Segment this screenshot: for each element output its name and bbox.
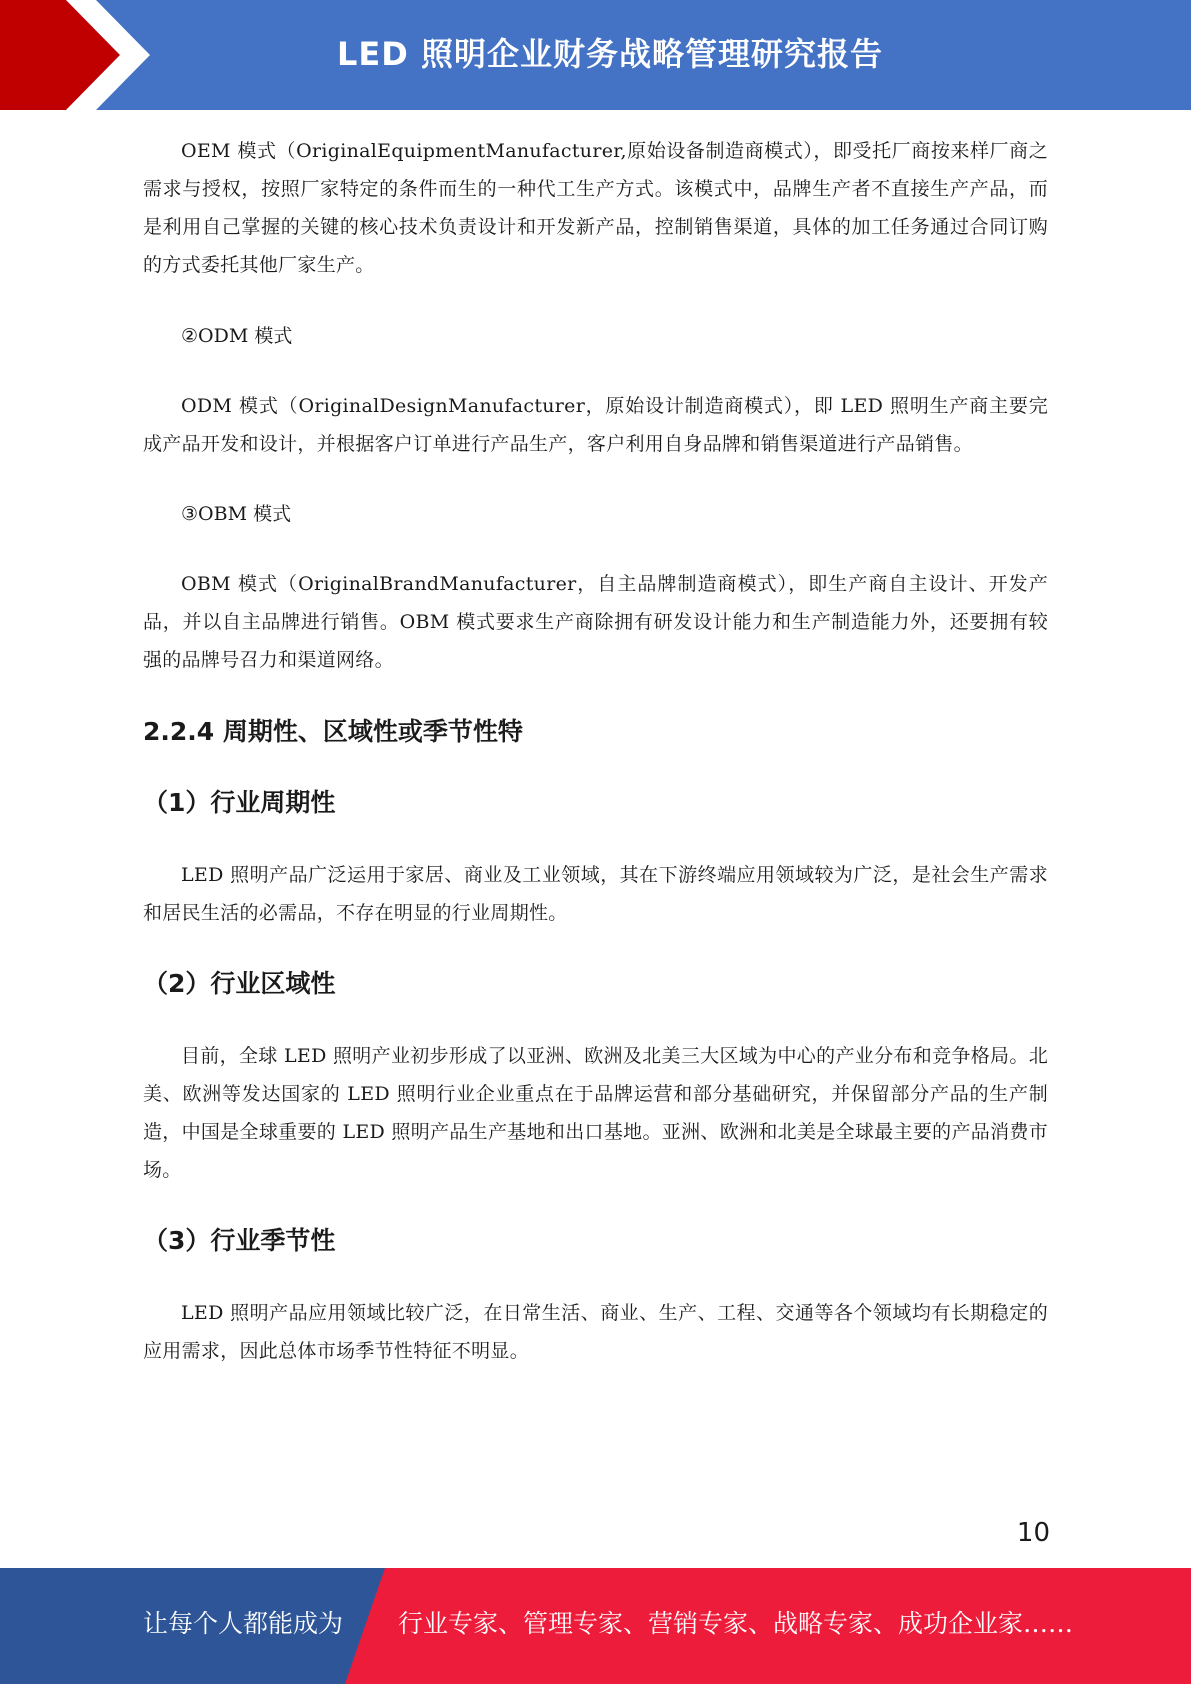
paragraph-seasonality: LED 照明产品应用领域比较广泛，在日常生活、商业、生产、工程、交通等各个领域均有长期稳定的应用需求，因此总体市场季节性特征不明显。 <box>143 1302 1048 1362</box>
header-banner <box>0 0 1191 110</box>
page-number: 10 <box>1016 1518 1050 1548</box>
footer-banner <box>0 1568 1191 1684</box>
heading-cyclicality: （1）行业周期性 <box>143 788 336 817</box>
document-title: LED 照明企业财务战略管理研究报告 <box>337 35 883 73</box>
subheading-odm: ②ODM 模式 <box>181 325 293 347</box>
header-corner-arrow <box>0 0 160 110</box>
heading-seasonality: （3）行业季节性 <box>143 1226 336 1255</box>
footer-slogan-left: 让每个人都能成为 <box>143 1609 344 1638</box>
paragraph-odm: ODM 模式（OriginalDesignManufacturer，原始设计制造商模式），即 LED 照明生产商主要完成产品开发和设计，并根据客户订单进行产品生产，客户利用自身品牌和销售渠道进行产品销售。 <box>143 395 1048 455</box>
document-body <box>143 132 1048 1370</box>
paragraph-cyclicality: LED 照明产品广泛运用于家居、商业及工业领域，其在下游终端应用领域较为广泛，是社会生产需求和居民生活的必需品，不存在明显的行业周期性。 <box>143 864 1048 924</box>
section-heading-2-2-4: 2.2.4 周期性、区域性或季节性特 <box>143 717 523 746</box>
paragraph-obm: OBM 模式（OriginalBrandManufacturer，自主品牌制造商模式），即生产商自主设计、开发产品，并以自主品牌进行销售。OBM 模式要求生产商除拥有研发设计能力和生产制造能力外，还要拥有较强的品牌号召力和渠道网络。 <box>143 573 1048 671</box>
subheading-obm: ③OBM 模式 <box>181 503 292 525</box>
footer-slogan-right: 行业专家、管理专家、营销专家、战略专家、成功企业家…… <box>398 1609 1074 1638</box>
paragraph-regionality: 目前，全球 LED 照明产业初步形成了以亚洲、欧洲及北美三大区域为中心的产业分布和竞争格局。北美、欧洲等发达国家的 LED 照明行业企业重点在于品牌运营和部分基础研究，并保留部分产品的生产制造，中国是全球重要的 LED 照明产品生产基地和出口基地。亚洲、欧洲和北美是全球最主要的产品消费市场。 <box>143 1045 1048 1181</box>
paragraph-oem: OEM 模式（OriginalEquipmentManufacturer,原始设备制造商模式），即受托厂商按来样厂商之需求与授权，按照厂家特定的条件而生的一种代工生产方式。该模式中，品牌生产者不直接生产产品，而是利用自己掌握的关键的核心技术负责设计和开发新产品，控制销售渠道，具体的加工任务通过合同订购的方式委托其他厂家生产。 <box>143 140 1048 276</box>
heading-regionality: （2）行业区域性 <box>143 969 336 998</box>
